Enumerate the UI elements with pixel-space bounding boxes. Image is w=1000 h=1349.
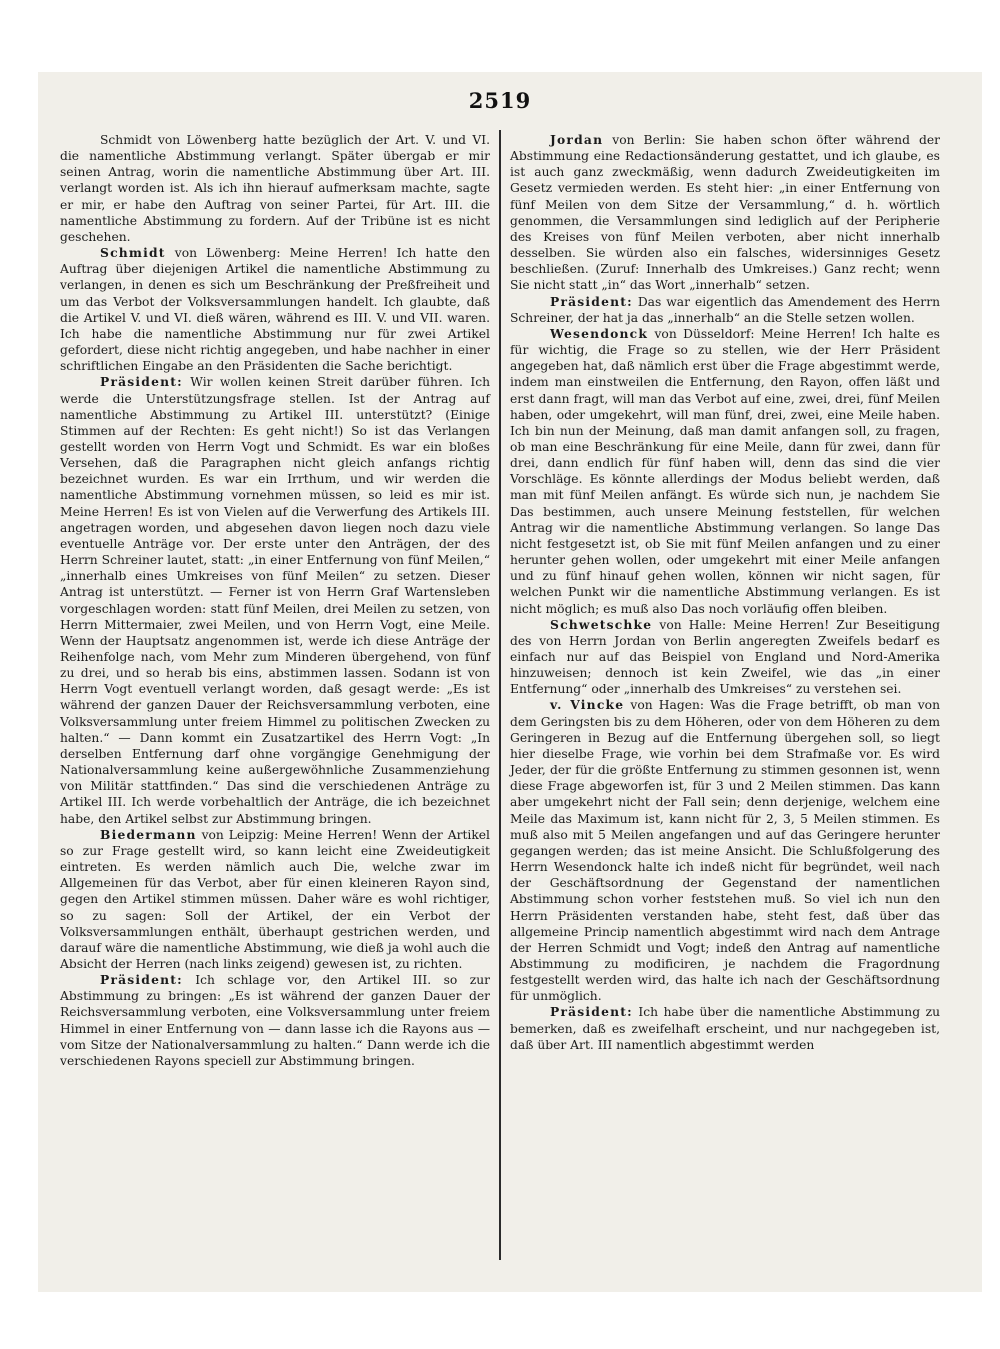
paragraph-text: Schmidt von Löwenberg hatte bezüglich der Art. V. und VI. die namentliche Abstimmung verlangt. Später übergab er mir seinen Antrag, worin die namentliche Abstimmung über Art. III. verlangt worden ist. Als ich ihn hierauf aufmerksam machte, sagte er mir, er habe den Auftrag von seiner Partei, für Art. III. die namentliche Abstimmung zu fordern. Auf der Tribüne ist es nicht geschehen. bbox=[60, 133, 490, 244]
page-number: 2519 bbox=[468, 88, 532, 113]
paragraph bbox=[60, 827, 490, 972]
paragraph bbox=[510, 617, 940, 698]
left-column bbox=[60, 132, 490, 1069]
paragraph bbox=[60, 132, 490, 245]
paragraph-text: von Löwenberg: Meine Herren! Ich hatte den Auftrag über diejenigen Artikel die namentliche Abstimmung zu verlangen, in denen es sich um Beschränkung der Preßfreiheit und um das Verbot der Volksversammlungen handelt. Ich glaubte, daß die Artikel V. und VI. dieß wären, während es III. V. und VII. waren. Ich habe die namentliche Abstimmung nur für zwei Artikel gefordert, diese nicht richtig angegeben, und habe nachher in einer schriftlichen Eingabe an den Präsidenten die Sache berichtigt. bbox=[60, 246, 490, 374]
speaker-name: Wesendonck bbox=[550, 325, 649, 341]
column-divider bbox=[499, 130, 501, 1260]
paragraph bbox=[60, 374, 490, 826]
speaker-name: Präsident: bbox=[550, 1004, 633, 1020]
speaker-name: v. Vincke bbox=[550, 697, 625, 713]
paragraph bbox=[510, 132, 940, 294]
speaker-name: Präsident: bbox=[100, 972, 183, 988]
paragraph-text: Ich schlage vor, den Artikel III. so zur Abstimmung zu bringen: „Es ist während der ganzen Dauer der Reichsversammlung verboten, eine Volksversammlung unter freiem Himmel in einer Entfernung von — dann lasse ich die Rayons aus — vom Sitze der Nationalversammlung zu halten.“ Dann werde ich die verschiedenen Rayons speciell zur Abstimmung bringen. bbox=[60, 973, 490, 1068]
paragraph-text: von Hagen: Was die Frage betrifft, ob man von dem Geringsten bis zu dem Höheren, oder von dem Höheren zu dem Geringeren in Bezug auf die Entfernung übergehen soll, so liegt hier dieselbe Frage, wie vorhin bei dem Strafmaße vor. Es wird Jeder, der für die größte Entfernung zu stimmen gesonnen ist, wenn diese Frage abgeworfen ist, für 3 und 2 Meilen stimmen. Das kann aber umgekehrt nicht der Fall sein; denn derjenige, welchem eine Meile das Maximum ist, kann nicht für 2, 3, 5 Meilen stimmen. Es muß also mit 5 Meilen angefangen und auf das Geringere herunter gegangen werden; das ist meine Ansicht. Die Schlußfolgerung des Herrn Wesendonck halte ich indeß nicht für begründet, weil nach der Geschäftsordnung der Gegenstand der namentlichen Abstimmung schon vorher feststehen muß. So viel ich nun den Herrn Präsidenten verstanden habe, steht fest, daß über das allgemeine Princip namentlich abgestimmt wird nach dem Antrage der Herren Schmidt und Vogt; indeß den Antrag auf namentliche Abstimmung zu modificiren, je nachdem die Fragordnung festgestellt werden wird, das halte ich nach der Geschäftsordnung für unmöglich. bbox=[510, 698, 940, 1004]
paragraph-text: von Düsseldorf: Meine Herren! Ich halte es für wichtig, die Frage so zu stellen, wie der Herr Präsident angegeben hat, daß nämlich erst über die Frage abgestimmt werde, indem man einstweilen die Entfernung, den Rayon, offen läßt und erst dann fragt, will man das Verbot auf eine, zwei, drei, fünf Meilen haben, oder umgekehrt, will man fünf, drei, zwei, eine Meile haben. Ich bin nun der Meinung, daß man damit anfangen soll, zu fragen, ob man eine Beschränkung für eine Meile, dann für zwei, dann für drei, dann endlich für fünf haben will, denn das sind die vier Vorschläge. Es könnte allerdings der Modus beliebt werden, daß man mit fünf Meilen anfängt. Es würde sich nun, je nachdem Sie Das bestimmen, auch unsere Meinung feststellen, für welchen Antrag wir die namentliche Abstimmung verlangen. So lange Das nicht festgesetzt ist, ob Sie mit fünf Meilen anfangen und zu einer herunter gehen wollen, oder umgekehrt mit einer Meile anfangen und zu fünf hinauf gehen wollen, können wir nicht sagen, für welchen Punkt wir die namentliche Abstimmung verlangen. Es ist nicht möglich; es muß also Das noch vorläufig offen bleiben. bbox=[510, 326, 940, 616]
paragraph bbox=[510, 294, 940, 326]
speaker-name: Jordan bbox=[550, 132, 604, 147]
paragraph-text: Wir wollen keinen Streit darüber führen. Ich werde die Unterstützungsfrage stellen. Ist der Antrag auf namentliche Abstimmung zu Artikel III. unterstützt? (Einige Stimmen auf der Rechten: Es geht nicht!) So ist das Verlangen gestellt worden von Herrn Vogt und Schmidt. Es war ein bloßes Versehen, daß die Paragraphen nicht gleich anfangs richtig bezeichnet wurden. Es war ein Irrthum, und wir werden die namentliche Abstimmung vornehmen müssen, so leid es mir ist. Meine Herren! Es ist von Vielen auf die Verwerfung des Artikels III. angetragen worden, und abgesehen davon liegen noch dazu viele eventuelle Anträge vor. Der erste unter den Anträgen, der des Herrn Schreiner lautet, statt: „in einer Entfernung von fünf Meilen,“ „innerhalb eines Umkreises von fünf Meilen“ zu setzen. Dieser Antrag ist unterstützt. — Ferner ist von Herrn Graf Wartensleben vorgeschlagen worden: statt fünf Meilen, drei Meilen zu setzen, von Herrn Mittermaier, zwei Meilen, und von Herrn Vogt, eine Meile. Wenn der Hauptsatz angenommen ist, werde ich diese Anträge der Reihenfolge nach, vom Mehr zum Minderen übergehend, von fünf zu drei, und so herab bis eins, abstimmen lassen. Sodann ist von Herrn Vogt eventuell verlangt worden, daß gesagt werde: „Es ist während der ganzen Dauer der Reichsversammlung verboten, eine Volksversammlung unter freiem Himmel zu politischen Zwecken zu halten.“ — Dann kommt ein Zusatzartikel des Herrn Vogt: „In derselben Entfernung darf ohne vorgängige Genehmigung der Nationalversammlung keine außergewöhnliche Zusammenziehung von Militär stattfinden.“ Das sind die verschiedenen Anträge zu Artikel III. Ich werde vorbehaltlich der Anträge, die ich bezeichnet habe, den Artikel selbst zur Abstimmung bringen. bbox=[60, 375, 490, 826]
paragraph bbox=[510, 1004, 940, 1052]
paragraph-text: von Berlin: Sie haben schon öfter während der Abstimmung eine Redactionsänderung gestattet, und ich glaube, es ist auch ganz zweckmäßig, wenn dadurch Zweideutigkeiten im Gesetz vermieden werden. Es steht hier: „in einer Entfernung von fünf Meilen von dem Sitze der Versammlung,“ d. h. wörtlich genommen, die Versammlungen sind lediglich auf der Peripherie des Kreises von fünf Meilen verboten, aber nicht innerhalb desselben. Sie würden also ein falsches, widersinniges Gesetz beschließen. (Zuruf: Innerhalb des Umkreises.) Ganz recht; wenn Sie nicht statt „in“ das Wort „innerhalb“ setzen. bbox=[510, 133, 940, 293]
speaker-name: Präsident: bbox=[100, 374, 183, 390]
speaker-name: Schmidt bbox=[100, 245, 166, 261]
paragraph-text: Ich habe über die namentliche Abstimmung zu bemerken, daß es zweifelhaft erscheint, und nur nachgegeben ist, daß über Art. III namentlich abgestimmt werden bbox=[510, 1005, 940, 1052]
speaker-name: Biedermann bbox=[100, 826, 197, 842]
speaker-name: Präsident: bbox=[550, 293, 633, 309]
paragraph bbox=[510, 326, 940, 617]
paragraph-text: Das war eigentlich das Amendement des Herrn Schreiner, der hat ja das „innerhalb“ an die Stelle setzen wollen. bbox=[510, 294, 940, 325]
paragraph-text: von Halle: Meine Herren! Zur Beseitigung des von Herrn Jordan von Berlin angeregten Zweifels bedarf es einfach nur auf das Beispiel von England und Nord-Amerika hinzuweisen; dennoch ist kein Zweifel, wie das „in einer Entfernung“ oder „innerhalb des Umkreises“ zu verstehen sei. bbox=[510, 617, 940, 697]
speaker-name: Schwetschke bbox=[550, 616, 653, 632]
paragraph bbox=[510, 697, 940, 1004]
paragraph bbox=[60, 245, 490, 374]
right-column bbox=[510, 132, 940, 1053]
paragraph-text: von Leipzig: Meine Herren! Wenn der Artikel so zur Frage gestellt wird, so kann leicht eine Zweideutigkeit eintreten. Es werden nämlich auch Die, welche zwar im Allgemeinen für das Verbot, aber für einen kleineren Rayon sind, gegen den Artikel stimmen müssen. Daher wäre es wohl richtiger, so zu sagen: Soll der Artikel, der ein Verbot der Volksversammlungen enthält, überhaupt gestrichen werden, und darauf wäre die namentliche Abstimmung, wie dieß ja wohl auch die Absicht der Herren (nach links zeigend) gewesen ist, zu richten. bbox=[60, 827, 490, 971]
paragraph bbox=[60, 972, 490, 1069]
